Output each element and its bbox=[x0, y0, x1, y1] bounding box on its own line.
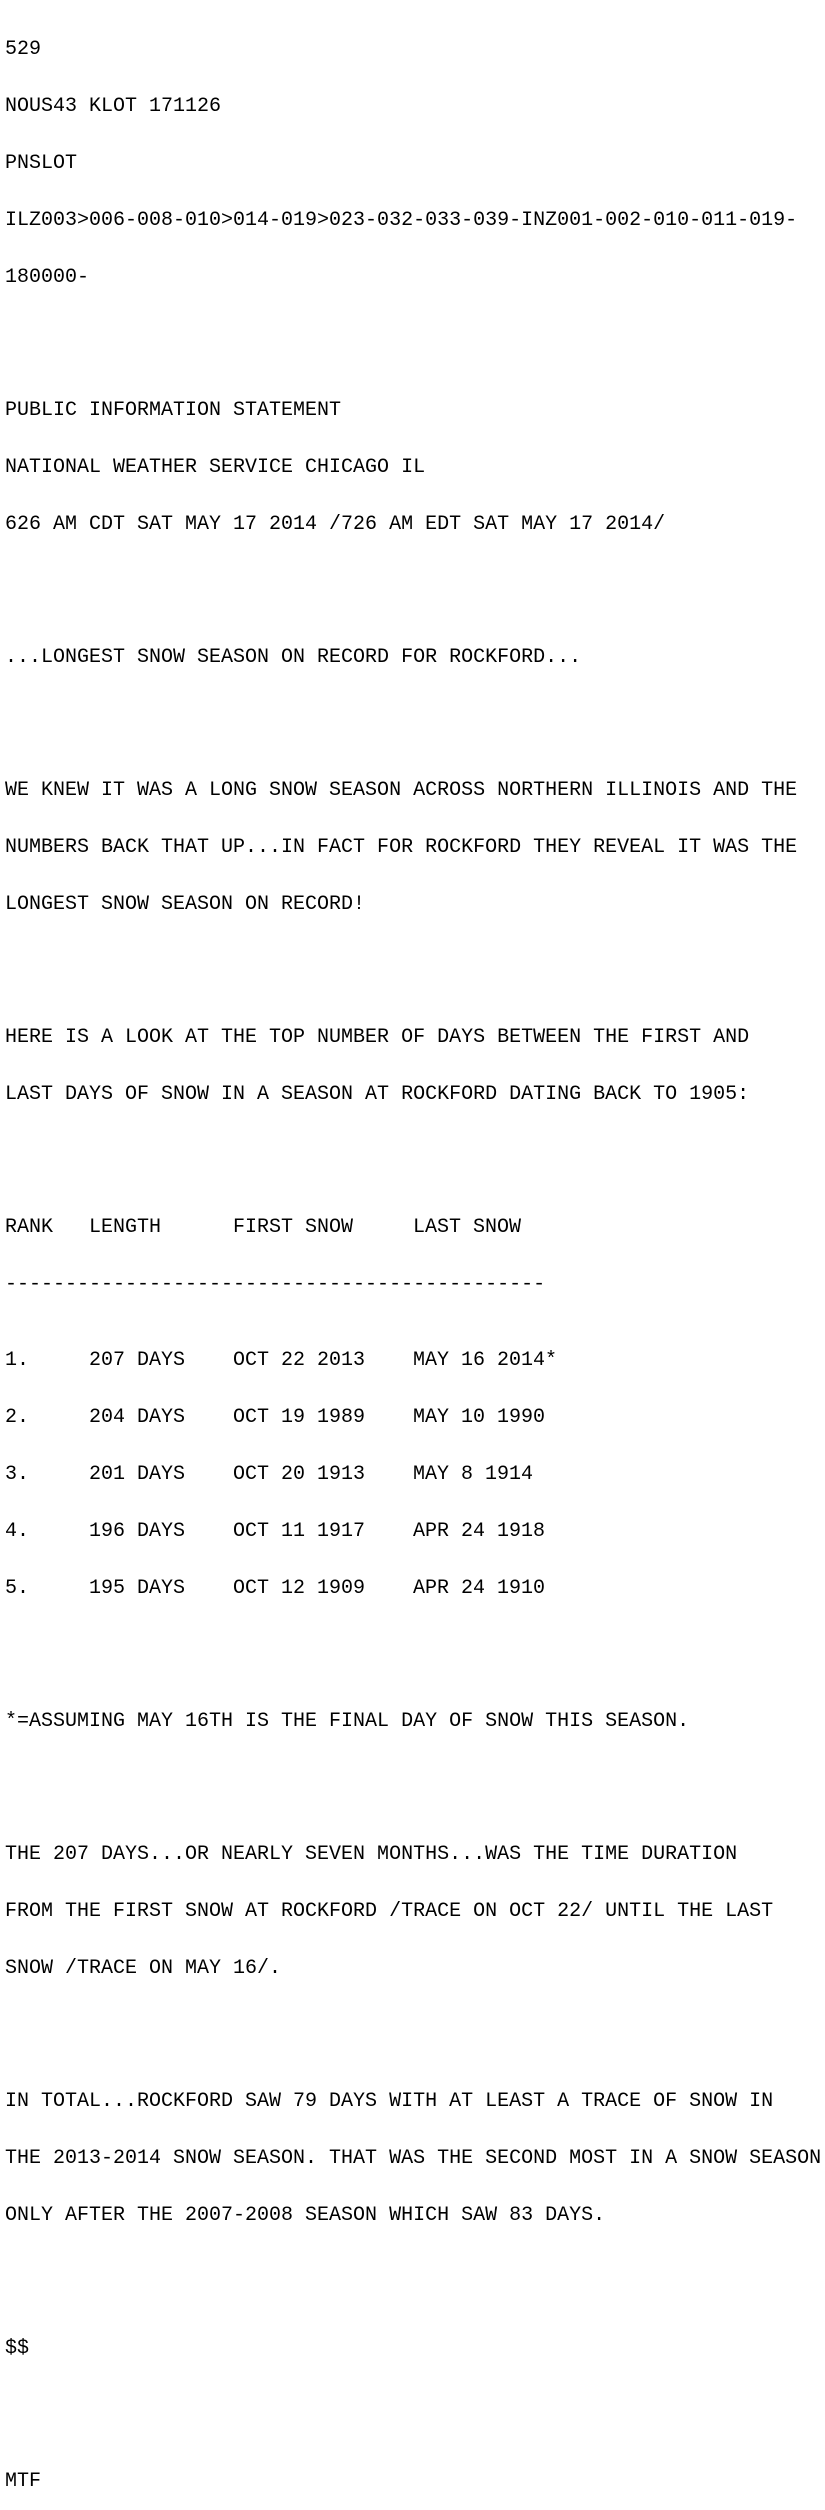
column-header-last-snow: LAST SNOW bbox=[413, 1216, 522, 1239]
length-cell: 195 DAYS bbox=[89, 1577, 186, 1600]
table-row bbox=[5, 1465, 825, 1484]
first-snow-cell: OCT 20 1913 bbox=[233, 1463, 366, 1486]
table-row bbox=[5, 1522, 825, 1541]
product-id: 529 bbox=[5, 38, 42, 61]
zone-codes: ILZ003>006-008-010>014-019>023-032-033-039-INZ001-002-010-011-019- bbox=[5, 209, 798, 232]
last-snow-cell: MAY 8 1914 bbox=[413, 1463, 534, 1486]
table-row bbox=[5, 1408, 825, 1427]
last-snow-cell: APR 24 1918 bbox=[413, 1520, 546, 1543]
blank-line bbox=[5, 572, 825, 591]
blank-line bbox=[5, 1769, 825, 1788]
first-snow-cell: OCT 22 2013 bbox=[233, 1349, 366, 1372]
paragraph-3-line: THE 207 DAYS...OR NEARLY SEVEN MONTHS...WAS THE TIME DURATION bbox=[5, 1843, 738, 1866]
length-cell: 207 DAYS bbox=[89, 1349, 186, 1372]
column-header-length: LENGTH bbox=[89, 1216, 162, 1239]
wmo-header: NOUS43 KLOT 171126 bbox=[5, 95, 222, 118]
issuing-office: NATIONAL WEATHER SERVICE CHICAGO IL bbox=[5, 456, 426, 479]
last-snow-cell: MAY 10 1990 bbox=[413, 1406, 546, 1429]
blank-line bbox=[5, 2263, 825, 2282]
end-marker: $$ bbox=[5, 2337, 30, 2360]
rank-cell: 1. bbox=[5, 1349, 30, 1372]
paragraph-4-line: ONLY AFTER THE 2007-2008 SEASON WHICH SAW 83 DAYS. bbox=[5, 2204, 606, 2227]
table-row bbox=[5, 1579, 825, 1598]
footnote: *=ASSUMING MAY 16TH IS THE FINAL DAY OF SNOW THIS SEASON. bbox=[5, 1710, 690, 1733]
length-cell: 201 DAYS bbox=[89, 1463, 186, 1486]
paragraph-3-line: FROM THE FIRST SNOW AT ROCKFORD /TRACE ON OCT 22/ UNTIL THE LAST bbox=[5, 1900, 774, 1923]
blank-line bbox=[5, 1636, 825, 1655]
paragraph-4-line: THE 2013-2014 SNOW SEASON. THAT WAS THE SECOND MOST IN A SNOW SEASON bbox=[5, 2147, 822, 2170]
first-snow-cell: OCT 11 1917 bbox=[233, 1520, 366, 1543]
rank-cell: 4. bbox=[5, 1520, 30, 1543]
blank-line bbox=[5, 952, 825, 971]
blank-line bbox=[5, 2016, 825, 2035]
first-snow-cell: OCT 19 1989 bbox=[233, 1406, 366, 1429]
blank-line bbox=[5, 325, 825, 344]
expiration-code: 180000- bbox=[5, 266, 90, 289]
length-cell: 196 DAYS bbox=[89, 1520, 186, 1543]
paragraph-2-line: HERE IS A LOOK AT THE TOP NUMBER OF DAYS BETWEEN THE FIRST AND bbox=[5, 1026, 750, 1049]
first-snow-cell: OCT 12 1909 bbox=[233, 1577, 366, 1600]
paragraph-2-line: LAST DAYS OF SNOW IN A SEASON AT ROCKFORD DATING BACK TO 1905: bbox=[5, 1083, 750, 1106]
length-cell: 204 DAYS bbox=[89, 1406, 186, 1429]
paragraph-1-line: WE KNEW IT WAS A LONG SNOW SEASON ACROSS NORTHERN ILLINOIS AND THE bbox=[5, 779, 798, 802]
blank-line bbox=[5, 705, 825, 724]
table-header bbox=[5, 1218, 825, 1237]
column-header-rank: RANK bbox=[5, 1216, 54, 1239]
paragraph-4-line: IN TOTAL...ROCKFORD SAW 79 DAYS WITH AT LEAST A TRACE OF SNOW IN bbox=[5, 2090, 774, 2113]
rank-cell: 3. bbox=[5, 1463, 30, 1486]
statement-title: PUBLIC INFORMATION STATEMENT bbox=[5, 399, 342, 422]
column-header-first-snow: FIRST SNOW bbox=[233, 1216, 354, 1239]
table-separator: --------------------------------------------- bbox=[5, 1273, 546, 1296]
forecaster-signature: MTF bbox=[5, 2470, 42, 2493]
awips-id: PNSLOT bbox=[5, 152, 78, 175]
blank-line bbox=[5, 2396, 825, 2415]
rank-cell: 2. bbox=[5, 1406, 30, 1429]
paragraph-1-line: NUMBERS BACK THAT UP...IN FACT FOR ROCKFORD THEY REVEAL IT WAS THE bbox=[5, 836, 798, 859]
headline: ...LONGEST SNOW SEASON ON RECORD FOR ROCKFORD... bbox=[5, 646, 582, 669]
blank-line bbox=[5, 1142, 825, 1161]
last-snow-cell: APR 24 1910 bbox=[413, 1577, 546, 1600]
paragraph-1-line: LONGEST SNOW SEASON ON RECORD! bbox=[5, 893, 366, 916]
last-snow-cell: MAY 16 2014* bbox=[413, 1349, 558, 1372]
issue-time: 626 AM CDT SAT MAY 17 2014 /726 AM EDT SAT MAY 17 2014/ bbox=[5, 513, 666, 536]
table-row bbox=[5, 1351, 825, 1370]
rank-cell: 5. bbox=[5, 1577, 30, 1600]
paragraph-3-line: SNOW /TRACE ON MAY 16/. bbox=[5, 1957, 282, 1980]
